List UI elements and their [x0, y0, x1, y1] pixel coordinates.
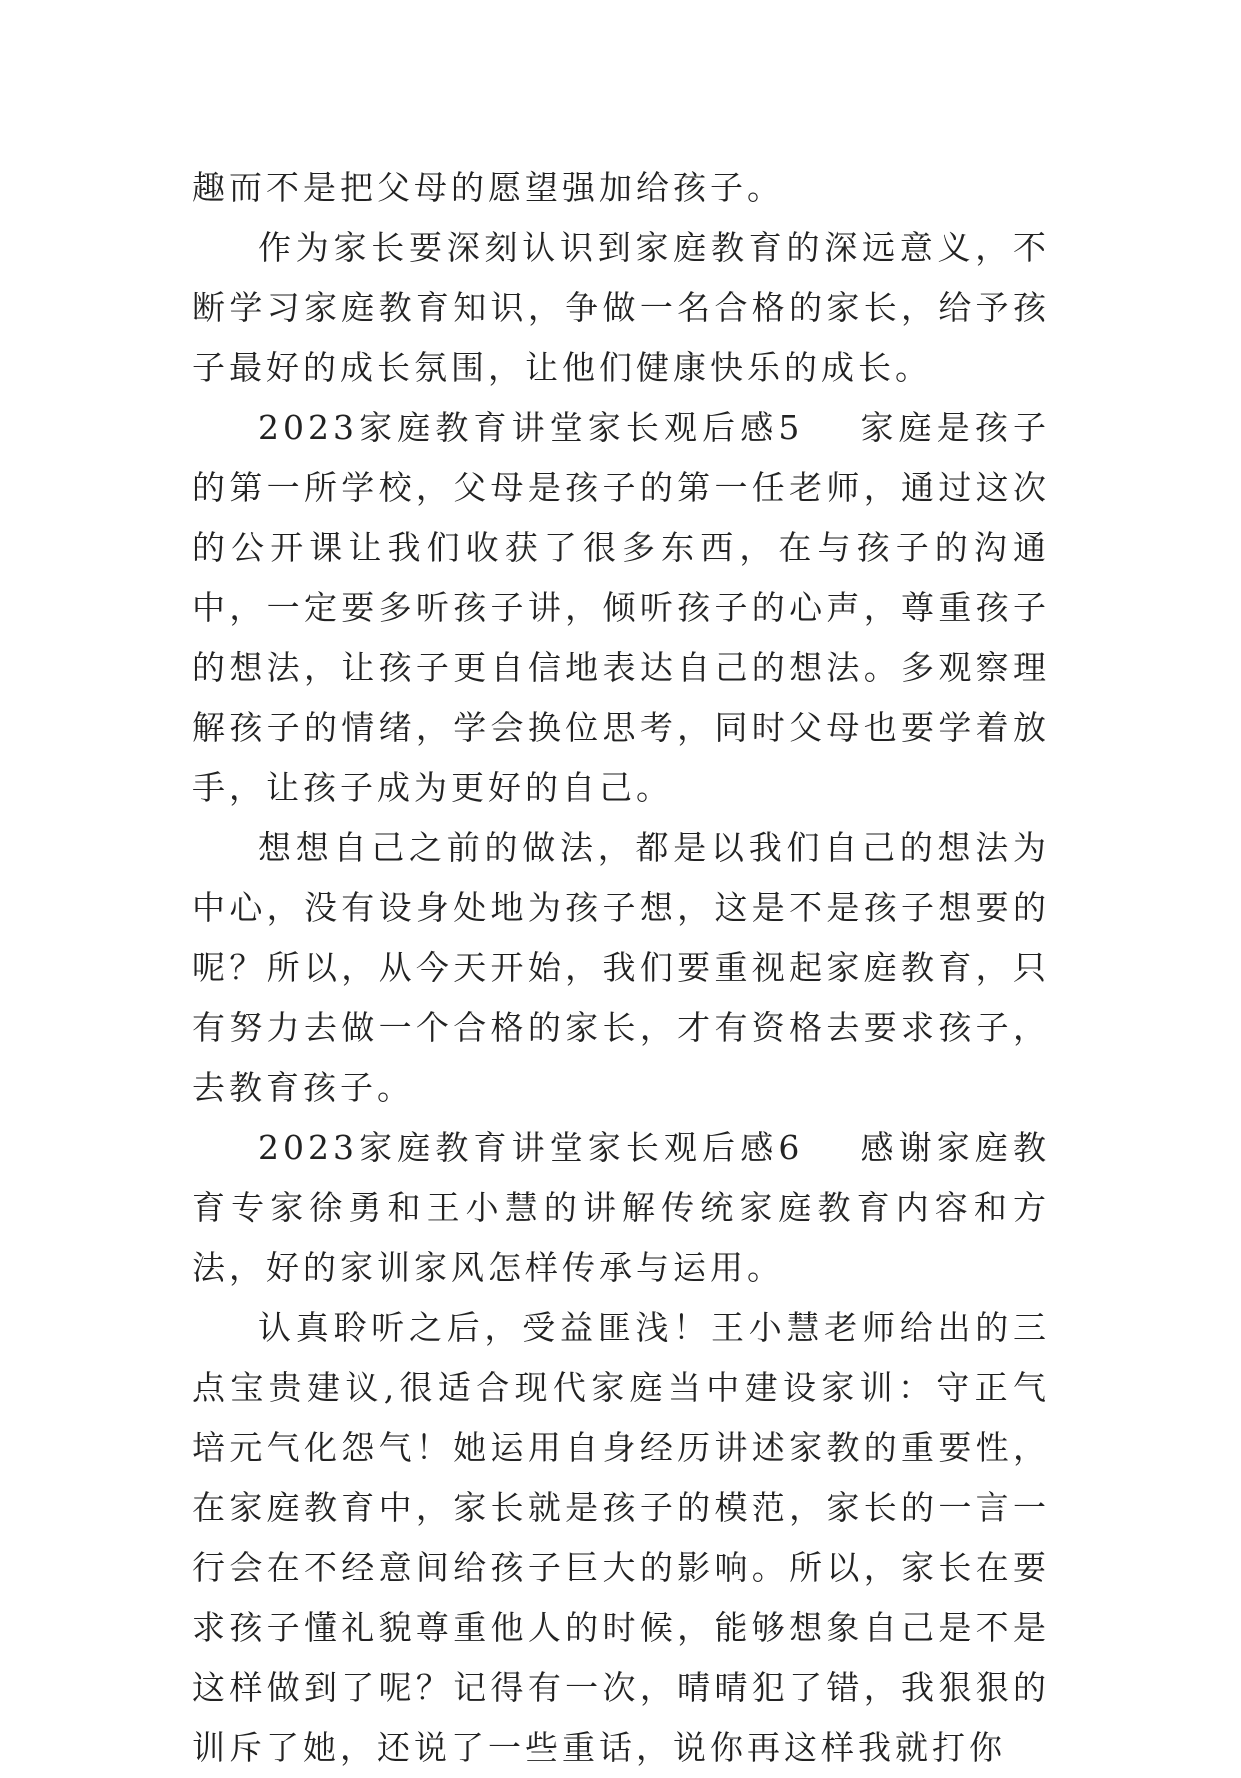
paragraph-5 [192, 1118, 1050, 1298]
paragraph-text: 想想自己之前的做法，都是以我们自己的想法为中心，没有设身处地为孩子想，这是不是孩子想要的呢？所以，从今天开始，我们要重视起家庭教育，只有努力去做一个合格的家长，才有资格去要求孩子，去教育孩子。 [192, 828, 1050, 1107]
paragraph-3 [192, 398, 1050, 818]
paragraph-text: 家庭是孩子的第一所学校，父母是孩子的第一任老师，通过这次的公开课让我们收获了很多东西，在与孩子的沟通中，一定要多听孩子讲，倾听孩子的心声，尊重孩子的想法，让孩子更自信地表达自己的想法。多观察理解孩子的情绪，学会换位思考，同时父母也要学着放手，让孩子成为更好的自己。 [192, 408, 1050, 807]
paragraph-6 [192, 1298, 1050, 1778]
section-heading: 2023家庭教育讲堂家长观后感5 [258, 408, 804, 447]
paragraph-text: 认真聆听之后，受益匪浅！王小慧老师给出的三点宝贵建议,很适合现代家庭当中建设家训：守正气培元气化怨气！她运用自身经历讲述家教的重要性，在家庭教育中，家长就是孩子的模范，家长的一言一行会在不经意间给孩子巨大的影响。所以，家长在要求孩子懂礼貌尊重他人的时候，能够想象自己是不是这样做到了呢？记得有一次，晴晴犯了错，我狠狠的训斥了她，还说了一些重话，说你再这样我就打你 [192, 1308, 1050, 1767]
document-body [192, 158, 1050, 1778]
paragraph-text: 趣而不是把父母的愿望强加给孩子。 [192, 168, 784, 207]
paragraph-4 [192, 818, 1050, 1118]
paragraph-text: 感谢家庭教育专家徐勇和王小慧的讲解传统家庭教育内容和方法，好的家训家风怎样传承与运用。 [192, 1128, 1050, 1287]
section-heading: 2023家庭教育讲堂家长观后感6 [258, 1128, 804, 1167]
paragraph-1 [192, 158, 1050, 218]
paragraph-2 [192, 218, 1050, 398]
paragraph-text: 作为家长要深刻认识到家庭教育的深远意义，不断学习家庭教育知识，争做一名合格的家长，给予孩子最好的成长氛围，让他们健康快乐的成长。 [192, 228, 1050, 387]
